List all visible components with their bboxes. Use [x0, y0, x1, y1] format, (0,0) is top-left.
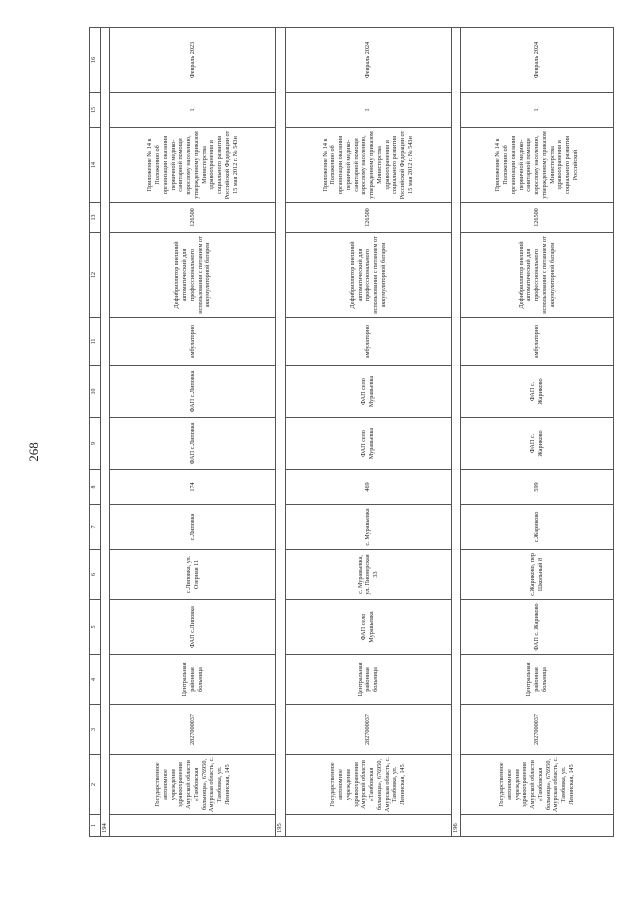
cell-department: ФАП с. Жариково — [460, 366, 613, 418]
column-number: 11 — [90, 318, 101, 366]
equipment-table — [89, 27, 614, 837]
cell-unit-name: ФАП село Муравьевка — [285, 418, 451, 470]
cell-department: ФАП село Муравьевка — [285, 366, 451, 418]
column-number: 2 — [90, 755, 101, 815]
cell-equipment: Дефибриллятор внешний автоматический для профессионального использования с питанием от аккумуляторной батареи — [110, 233, 276, 318]
cell-inn: 2827000037 — [110, 705, 276, 755]
table-row — [460, 28, 613, 837]
cell-date: Февраль 2023 — [110, 28, 276, 93]
column-number: 9 — [90, 418, 101, 470]
column-number: 12 — [90, 233, 101, 318]
cell-quantity: 1 — [110, 93, 276, 128]
cell-address: с.Липовка, ул. Озерная 11 — [110, 550, 276, 600]
cell-institution: Государственное автономное учреждение здравоохранения Амурской области «Тамбовская больница», 676950, Амурская область, с. Тамбовка, ул. Ленинская, 145 — [110, 755, 276, 815]
cell-date: Февраль 2024 — [285, 28, 451, 93]
cell-code: 126500 — [285, 203, 451, 233]
column-number: 13 — [90, 203, 101, 233]
cell-empty — [460, 815, 613, 837]
cell-date: Февраль 2024 — [460, 28, 613, 93]
row-number-bar — [101, 28, 110, 837]
column-number: 8 — [90, 470, 101, 505]
cell-type: Центральная районная больница — [460, 655, 613, 705]
cell-empty — [285, 815, 451, 837]
cell-institution: Государственное автономное учреждение здравоохранения Амурской области «Тамбовская больница», 676950, Амурская область, с. Тамбовка, ул. Ленинская, 145 — [460, 755, 613, 815]
page-number: 268 — [26, 442, 41, 462]
column-number: 7 — [90, 505, 101, 550]
column-number-row — [90, 28, 101, 837]
row-number-bar — [451, 28, 460, 837]
column-number: 5 — [90, 600, 101, 655]
cell-unit-name: ФАП с.Липовка — [110, 418, 276, 470]
column-number: 4 — [90, 655, 101, 705]
cell-type: Центральная районная больница — [110, 655, 276, 705]
table-row — [285, 28, 451, 837]
cell-basis: Приложение № 14 к Положению об организации оказания первичной медико-санитарной помощи взрослому населению, утвержденному приказом Министерства здравоохранения и социального развития Российской Федерации от 15 мая 2012 г. № 543н — [285, 128, 451, 203]
column-number: 10 — [90, 366, 101, 418]
cell-institution: Государственное автономное учреждение здравоохранения Амурской области «Тамбовская больница», 676950, Амурская область, с. Тамбовка, ул. Ленинская, 145 — [285, 755, 451, 815]
cell-population: 599 — [460, 470, 613, 505]
cell-basis: Приложение № 14 к Положению об организации оказания первичной медико-санитарной помощи взрослому населению, утвержденному приказом Министерства здравоохранения и социального развития Российской — [460, 128, 613, 203]
cell-unit: ФАП село Муравьевка — [285, 600, 451, 655]
cell-inn: 2827000037 — [460, 705, 613, 755]
cell-code: 126500 — [110, 203, 276, 233]
row-number: 196 — [451, 28, 460, 837]
cell-care-form: амбулаторно — [285, 318, 451, 366]
cell-equipment: Дефибриллятор внешний автоматический для профессионального использования с питанием от аккумуляторной батареи — [460, 233, 613, 318]
column-number: 16 — [90, 28, 101, 93]
row-number: 194 — [101, 28, 110, 837]
cell-code: 126500 — [460, 203, 613, 233]
cell-quantity: 1 — [285, 93, 451, 128]
cell-settlement: с.Липовка — [110, 505, 276, 550]
cell-department: ФАП с.Липовка — [110, 366, 276, 418]
table-row — [110, 28, 276, 837]
cell-settlement: с. Муравьевка — [285, 505, 451, 550]
cell-inn: 2827000037 — [285, 705, 451, 755]
row-number-bar — [276, 28, 285, 837]
cell-population: 469 — [285, 470, 451, 505]
cell-empty — [110, 815, 276, 837]
cell-quantity: 1 — [460, 93, 613, 128]
cell-equipment: Дефибриллятор внешний автоматический для профессионального использования с питанием от аккумуляторной батареи — [285, 233, 451, 318]
cell-address: с. Муравьевка, ул. Пионерская 33 — [285, 550, 451, 600]
row-number: 195 — [276, 28, 285, 837]
cell-population: 174 — [110, 470, 276, 505]
table-rotated — [89, 27, 614, 837]
column-number: 15 — [90, 93, 101, 128]
cell-care-form: амбулаторно — [460, 318, 613, 366]
column-number: 3 — [90, 705, 101, 755]
cell-care-form: амбулаторно — [110, 318, 276, 366]
cell-unit-name: ФАП с. Жариково — [460, 418, 613, 470]
cell-unit: ФАП с.Липовка — [110, 600, 276, 655]
cell-address: с.Жариково, пер Школьный 8 — [460, 550, 613, 600]
column-number: 14 — [90, 128, 101, 203]
cell-settlement: с.Жариково — [460, 505, 613, 550]
column-number: 6 — [90, 550, 101, 600]
cell-unit: ФАП с. Жариково — [460, 600, 613, 655]
cell-type: Центральная районная больница — [285, 655, 451, 705]
cell-basis: Приложение № 14 к Положению об организации оказания первичной медико-санитарной помощи взрослому населению, утвержденному приказом Министерства здравоохранения и социального развития Российской Федерации от 15 мая 2012 г. № 543н — [110, 128, 276, 203]
column-number: 1 — [90, 815, 101, 837]
